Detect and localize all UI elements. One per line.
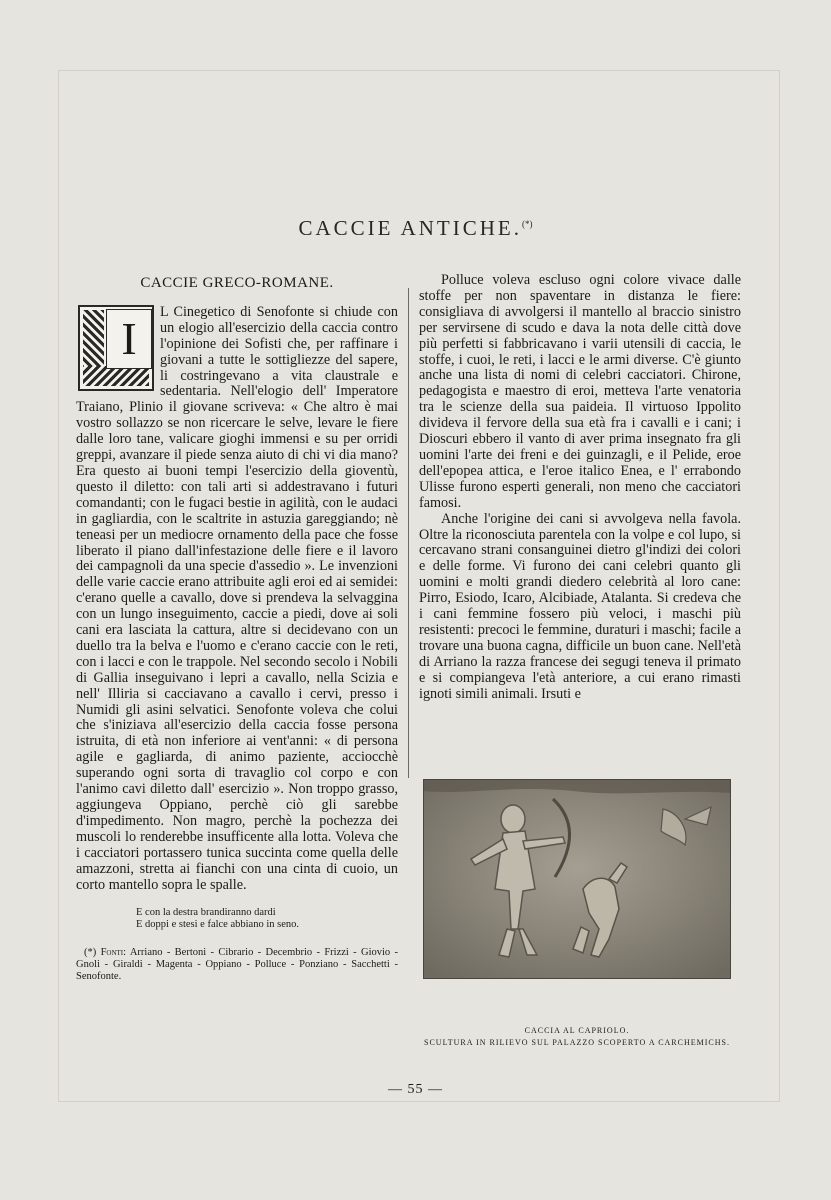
- knotwork-ornament-bottom: [83, 366, 149, 386]
- relief-image: [423, 779, 731, 979]
- page-title: [0, 216, 831, 241]
- left-column: [76, 273, 398, 983]
- caption-subtitle: SCULTURA IN RILIEVO SUL PALAZZO SCOPERTO A CARCHEMICHS.: [424, 1038, 730, 1047]
- figure-caption: [410, 1025, 744, 1049]
- title-footnote-mark: (*): [522, 219, 533, 229]
- relief-photograph: [423, 779, 731, 979]
- verse-line: E doppi e stesi e falce abbiano in seno.: [136, 919, 299, 931]
- caption-title: CACCIA AL CAPRIOLO.: [524, 1026, 630, 1035]
- footnote-label: (*) Fonti:: [84, 947, 127, 959]
- footnote: [76, 947, 398, 983]
- column-divider: [408, 288, 409, 778]
- footnote-text: Arriano - Bertoni - Cibrario - Decembrio - Frizzi - Giovio - Gnoli - Giraldi - Magenta - Oppiano - Polluce - Ponziano - Sacchetti - Senofonte.: [76, 947, 398, 983]
- section-subheading: CACCIE GRECO-ROMANE.: [140, 275, 334, 291]
- initial-letter: I: [106, 309, 152, 369]
- right-column: [419, 273, 741, 702]
- verse-line: E con la destra brandiranno dardi: [136, 907, 276, 919]
- verse-quote: [136, 907, 398, 931]
- paragraph: Polluce voleva escluso ogni colore vivace dalle stoffe per non spaventare in distanza le fiere: consigliava di avvolgersi il mantello al braccio sinistro per servirsene di scudo e dava la nota delle città dove più perfetti si fabbricavano i varii utensili di caccia, le stoffe, i cuoi, le reti, i lacci e le armi diverse. C'è giunto anche una lista di nomi di celebri cacciatori. Chirone, pedagogista e maestro di eroi, metteva l'arte venatoria tra le scienze della sua paideia. Il virtuoso Ippolito divideva il fervore della sua età fra i cavalli e i cani; i Dioscuri ebbero il vanto di aver prima insegnato fra gli uomini l'arte dei freni e dei guinzagli, e il Pelide, eroe dell'epopea attica, e l'eroe italico Enea, e l' errabondo Ulisse furono esperti generali, non meno che cacciatori famosi.: [419, 272, 741, 511]
- decorated-initial: [78, 305, 154, 391]
- title-text: CACCIE ANTICHE.: [298, 216, 522, 240]
- paragraph: Anche l'origine dei cani si avvolgeva nella favola. Oltre la riconosciuta parentela con la volpe e col lupo, si cercavano strani consanguinei dietro gl'indizi dei colori e delle forme. Vi furono dei cani celebri quanto gli uomini e molti grandi diedero celebrità al loro cane: Pirro, Esiodo, Icaro, Alcibiade, Atalanta. Si credeva che i cani femmine fossero più veloci, i maschi più resistenti: precoci le femmine, duraturi i maschi; facile a trovare una buona cagna, difficile un buon cane. Nell'età di Arriano la razza francese dei segugi teneva il primato e si compiangeva l'età anteriore, a cui erano rimasti ignoti simili animali. Irsuti e: [419, 510, 741, 702]
- paragraph: L Cinegetico di Senofonte si chiude con un elogio all'esercizio della caccia contro l'opinione dei Sofisti che, per raffinare i giovani a tutte le sottigliezze del sapere, li costringevano a vita claustrale e sedentaria. Nell'elogio dell' Imperatore Traiano, Plinio il giovane scriveva: « Che altro è mai vostro sollazzo se non ricercare le selve, levare le fiere dalle loro tane, valicare gioghi immensi e su per orridi greppi, avanzare il piede senza aiuto di chi vi dia mano? Era questo ai buoni tempi l'esercizio della gioventù, questo il diletto: con tali arti si addestravano i futuri comandanti; con le fugaci bestie in agilità, con le audaci in gagliardia, con le scaltrite in astuzia gareggiando; nè teneasi per un mediocre ornamento della pace che fosse liberato il piano dall'infestazione delle fiere e il lavoro dei campagnoli da una specie d'assedio ». Le invenzioni delle varie caccie erano attribuite agli eroi ed ai semidei: c'erano quelle a cavallo, dove si prendeva la selvaggina con un lungo inseguimento, caccie a piedi, dove ai soli cani era lasciata la cattura, altre si decidevano con un duello tra la belva e l'uomo e c'erano caccie con le reti, con i lacci e con le trappole. Nel secondo secolo i Nobili di Gallia inseguivano i lepri a cavallo, nella Scizia e nell' Illiria si cacciavano a cavallo i cervi, presso i Numidi gli asini selvatici. Senofonte voleva che colui che s'iniziava all'esercizio della caccia fosse persona istruita, di età non inferiore ai vent'anni: « di persona agile e gagliarda, di animo paziente, acciocchè superando ogni sorta di travaglio col corpo e con l'animo cavi diletto dall' esercizio ». Non troppo grasso, aggiungeva Oppiano, perchè ciò gli sarebbe d'impedimento. Non magro, perchè la pochezza dei muscoli lo renderebbe insufficente alla lotta. Voleva che i cacciatori portassero tunica succinta come quella delle amazzoni, stretta ai fianchi con una cinta di cuoio, un corto mantello sopra le spalle.: [76, 303, 398, 893]
- page-number: — 55 —: [388, 1082, 443, 1097]
